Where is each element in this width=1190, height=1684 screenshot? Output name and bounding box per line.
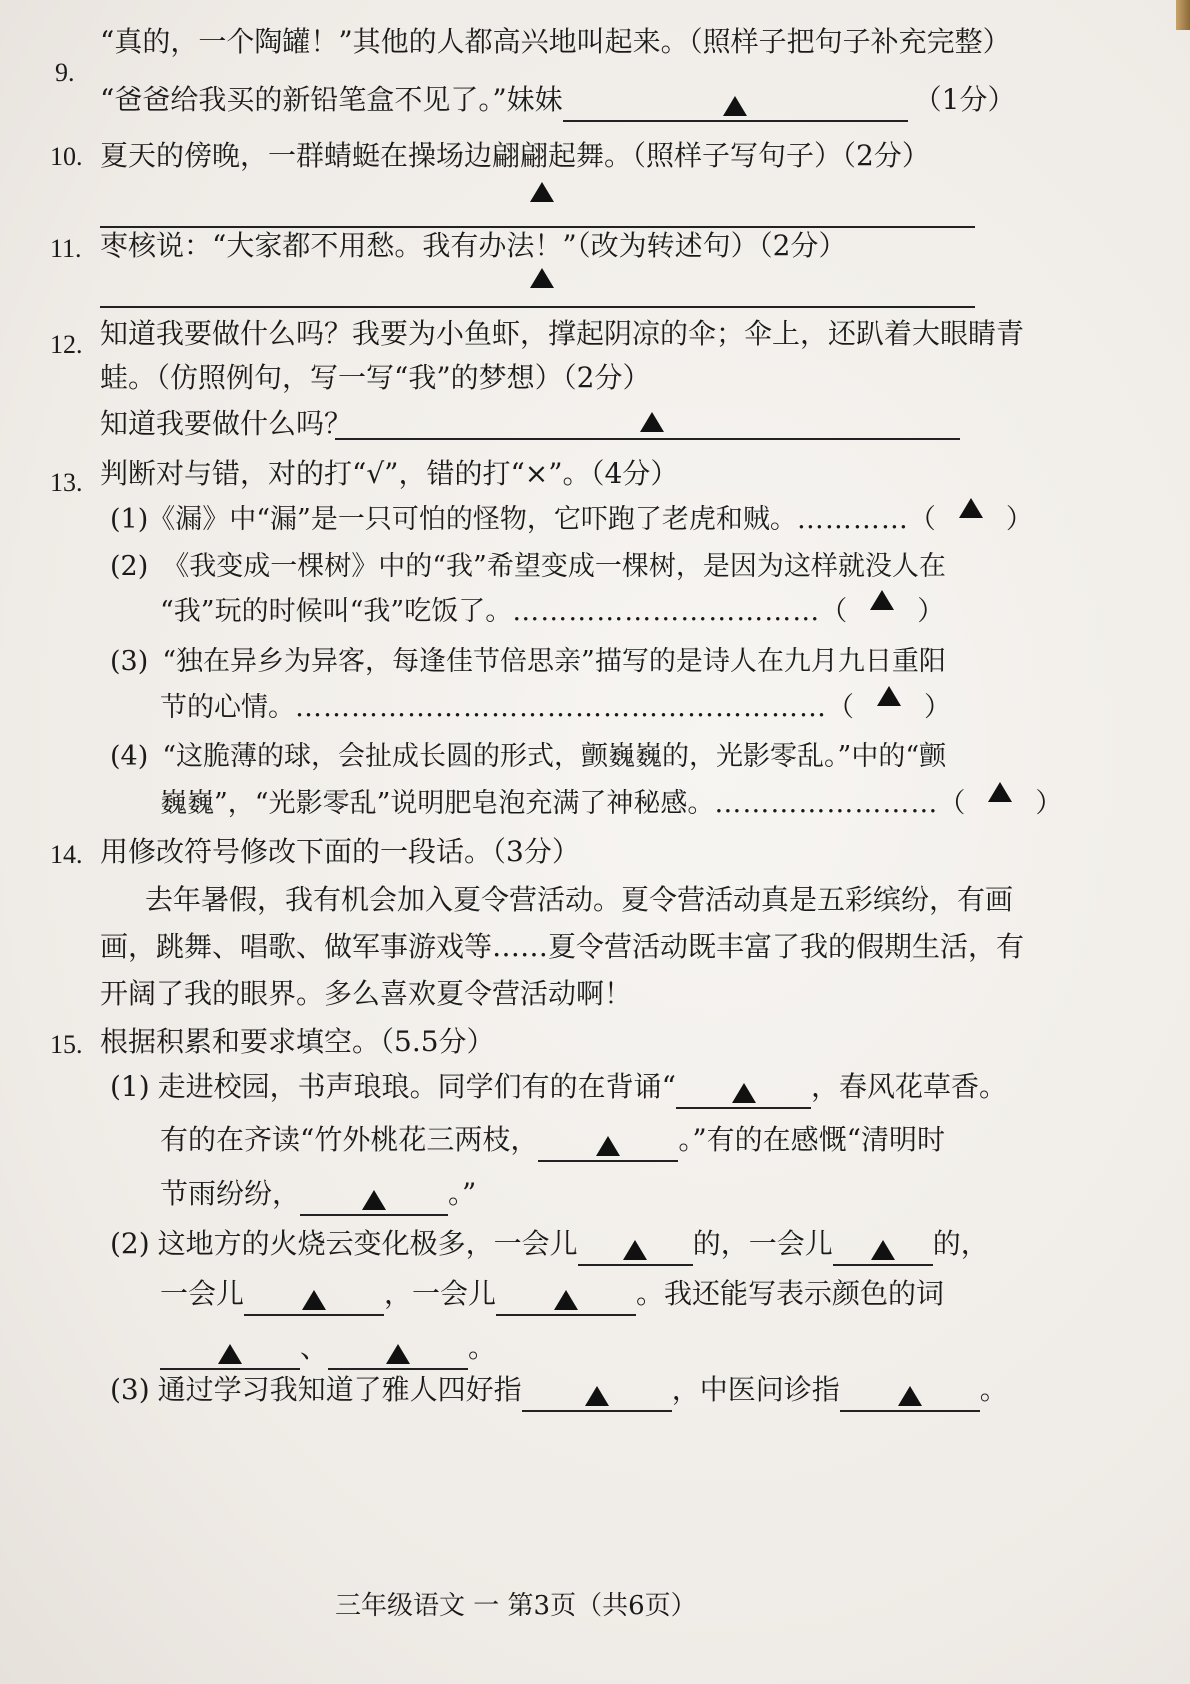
question-9-answer-blank[interactable] <box>563 86 908 122</box>
answer-marker-icon <box>302 1290 326 1310</box>
judge-item-4-line2 <box>160 782 1062 826</box>
question-15-part1-line1 <box>110 1065 1007 1109</box>
judge-item-label: (2) <box>110 551 149 582</box>
paren-open: （ <box>908 504 936 535</box>
question-9-prompt: “爸爸给我买的新铅笔盒不见了。”妹妹 <box>100 83 563 116</box>
answer-marker-icon <box>596 1136 620 1156</box>
question-11-answer-line[interactable] <box>100 306 975 308</box>
judge-item-text: 《我变成一棵树》中的“我”希望变成一棵树，是因为这样就没人在 <box>162 551 946 582</box>
question-12-line3-prompt: 知道我要做什么吗？ <box>100 407 353 440</box>
answer-marker-icon <box>554 1290 578 1310</box>
color-word-blank-2[interactable] <box>328 1334 468 1370</box>
part-text: ，一会儿 <box>384 1277 497 1310</box>
poem-blank-2[interactable] <box>538 1126 678 1162</box>
question-15-part1-line3 <box>160 1172 476 1216</box>
question-9-line1: “真的，一个陶罐！”其他的人都高兴地叫起来。（照样子把句子补充完整） <box>100 25 1011 58</box>
question-15-part2-line1 <box>110 1222 989 1266</box>
judge-item-text: “这脆薄的球，会扯成长圆的形式，颤巍巍的，光影零乱。”中的“颤 <box>162 741 947 772</box>
part-label: (1) <box>110 1070 150 1103</box>
answer-marker-icon <box>877 686 901 706</box>
question-14-paragraph-line3[interactable]: 开阔了我的眼界。多么喜欢夏令营活动啊！ <box>100 977 633 1010</box>
part-text: 。” <box>448 1177 477 1210</box>
answer-marker-icon <box>623 1240 647 1260</box>
question-12-number: 12. <box>50 330 83 359</box>
diagnosis-blank[interactable] <box>840 1376 980 1412</box>
paren-close: ） <box>917 596 945 627</box>
answer-marker-icon <box>988 782 1012 802</box>
question-15-part2-line2 <box>160 1272 944 1316</box>
judge-item-2-line2 <box>160 590 944 634</box>
answer-marker-icon <box>218 1344 242 1364</box>
question-11-number: 11. <box>50 234 82 263</box>
color-blank-4[interactable] <box>496 1280 636 1316</box>
judge-item-1 <box>110 498 1033 542</box>
question-12-line2: 蛙。（仿照例句，写一写“我”的梦想）（2分） <box>100 361 651 394</box>
judge-item-label: (4) <box>110 741 149 772</box>
four-hobbies-blank[interactable] <box>522 1376 672 1412</box>
answer-marker-icon <box>362 1190 386 1210</box>
answer-marker-icon <box>870 590 894 610</box>
question-15-number: 15. <box>50 1030 83 1059</box>
poem-blank-1[interactable] <box>676 1073 811 1109</box>
part-text: 。 <box>979 1373 1008 1406</box>
question-15-part3 <box>110 1368 1008 1412</box>
color-word-blank-1[interactable] <box>160 1334 300 1370</box>
answer-marker-icon <box>640 412 664 432</box>
question-9-number: 9. <box>55 58 75 87</box>
part-text: 通过学习我知道了雅人四好指 <box>157 1373 522 1406</box>
answer-marker-icon <box>959 498 983 518</box>
part-text: 节雨纷纷， <box>160 1177 301 1210</box>
part-text: 。”有的在感慨“清明时 <box>678 1123 945 1156</box>
paren-open: （ <box>938 788 966 819</box>
question-12-answer-line[interactable] <box>335 438 960 440</box>
part-text: 这地方的火烧云变化极多，一会儿 <box>157 1227 578 1260</box>
part-text: 、 <box>300 1331 329 1364</box>
answer-marker-icon <box>732 1083 756 1103</box>
answer-marker-icon <box>585 1386 609 1406</box>
answer-marker-icon <box>386 1344 410 1364</box>
poem-blank-3[interactable] <box>300 1180 448 1216</box>
judge-item-text: “我”玩的时候叫“我”吃饭了。 <box>160 596 513 627</box>
part-label: (2) <box>110 1227 150 1260</box>
question-10-number: 10. <box>50 142 83 171</box>
part-text: 一会儿 <box>160 1277 245 1310</box>
judge-item-label: (3) <box>110 646 149 677</box>
part-text: 走进校园，书声琅琅。同学们有的在背诵“ <box>157 1070 676 1103</box>
color-blank-3[interactable] <box>244 1280 384 1316</box>
part-text: 。我还能写表示颜色的词 <box>636 1277 945 1310</box>
dot-leader: …………………… <box>714 788 939 819</box>
judge-item-3-line2 <box>160 686 951 730</box>
question-13-number: 13. <box>50 468 83 497</box>
part-text: 的，一会儿 <box>692 1227 833 1260</box>
question-15-part2-line3 <box>160 1326 496 1370</box>
part-text: 。 <box>468 1331 497 1364</box>
question-15-title: 根据积累和要求填空。（5.5分） <box>100 1025 495 1058</box>
part-text: ，中医问诊指 <box>671 1373 840 1406</box>
question-14-title: 用修改符号修改下面的一段话。（3分） <box>100 835 580 868</box>
page-footer: 三年级语文 一 第3页（共6页） <box>335 1591 697 1621</box>
judge-item-3 <box>110 640 946 684</box>
paren-close: ） <box>924 692 951 723</box>
part-text: 有的在齐读“竹外桃花三两枝， <box>160 1123 539 1156</box>
paren-close: ） <box>1035 788 1063 819</box>
dot-leader: ………………………………………………… <box>295 692 827 723</box>
part-label: (3) <box>110 1373 150 1406</box>
question-12-line1: 知道我要做什么吗？我要为小鱼虾，撑起阴凉的伞；伞上，还趴着大眼睛青 <box>100 317 1025 350</box>
question-15-part1-line2 <box>160 1118 945 1162</box>
dot-leader: ………… <box>796 504 909 535</box>
question-14-paragraph-line2[interactable]: 画，跳舞、唱歌、做军事游戏等……夏令营活动既丰富了我的假期生活，有 <box>100 930 1025 963</box>
color-blank-2[interactable] <box>833 1230 933 1266</box>
question-14-paragraph-line1[interactable]: 去年暑假，我有机会加入夏令营活动。夏令营活动真是五彩缤纷，有画 <box>145 883 1014 916</box>
paren-open: （ <box>820 596 848 627</box>
color-blank-1[interactable] <box>578 1230 693 1266</box>
question-10-text: 夏天的傍晚，一群蜻蜓在操场边翩翩起舞。（照样子写句子）（2分） <box>100 139 930 172</box>
judge-item-text: 巍巍”，“光影零乱”说明肥皂泡充满了神秘感。 <box>160 788 715 819</box>
judge-item-label: (1) <box>110 504 149 535</box>
judge-item-text: “独在异乡为异客，每逢佳节倍思亲”描写的是诗人在九月九日重阳 <box>162 646 946 677</box>
judge-item-text: 节的心情。 <box>160 692 295 723</box>
answer-marker-icon <box>530 182 554 202</box>
part-text: ，春风花草香。 <box>811 1070 1008 1103</box>
paren-open: （ <box>827 692 854 723</box>
paren-close: ） <box>1005 504 1033 535</box>
judge-item-text: 《漏》中“漏”是一只可怕的怪物，它吓跑了老虎和贼。 <box>148 504 797 535</box>
part-text: 的， <box>932 1227 989 1260</box>
question-11-text: 枣核说：“大家都不用愁。我有办法！”（改为转述句）（2分） <box>100 229 847 262</box>
answer-marker-icon <box>871 1240 895 1260</box>
dot-leader: …………………………… <box>512 596 821 627</box>
question-9-score: （1分） <box>913 83 1016 116</box>
question-14-number: 14. <box>50 840 83 869</box>
question-13-title: 判断对与错，对的打“√”，错的打“×”。（4分） <box>100 457 679 490</box>
judge-item-4 <box>110 735 946 779</box>
answer-marker-icon <box>723 96 747 116</box>
answer-marker-icon <box>530 268 554 288</box>
judge-item-2 <box>110 545 946 589</box>
answer-marker-icon <box>898 1386 922 1406</box>
question-9-line2 <box>100 78 1015 122</box>
